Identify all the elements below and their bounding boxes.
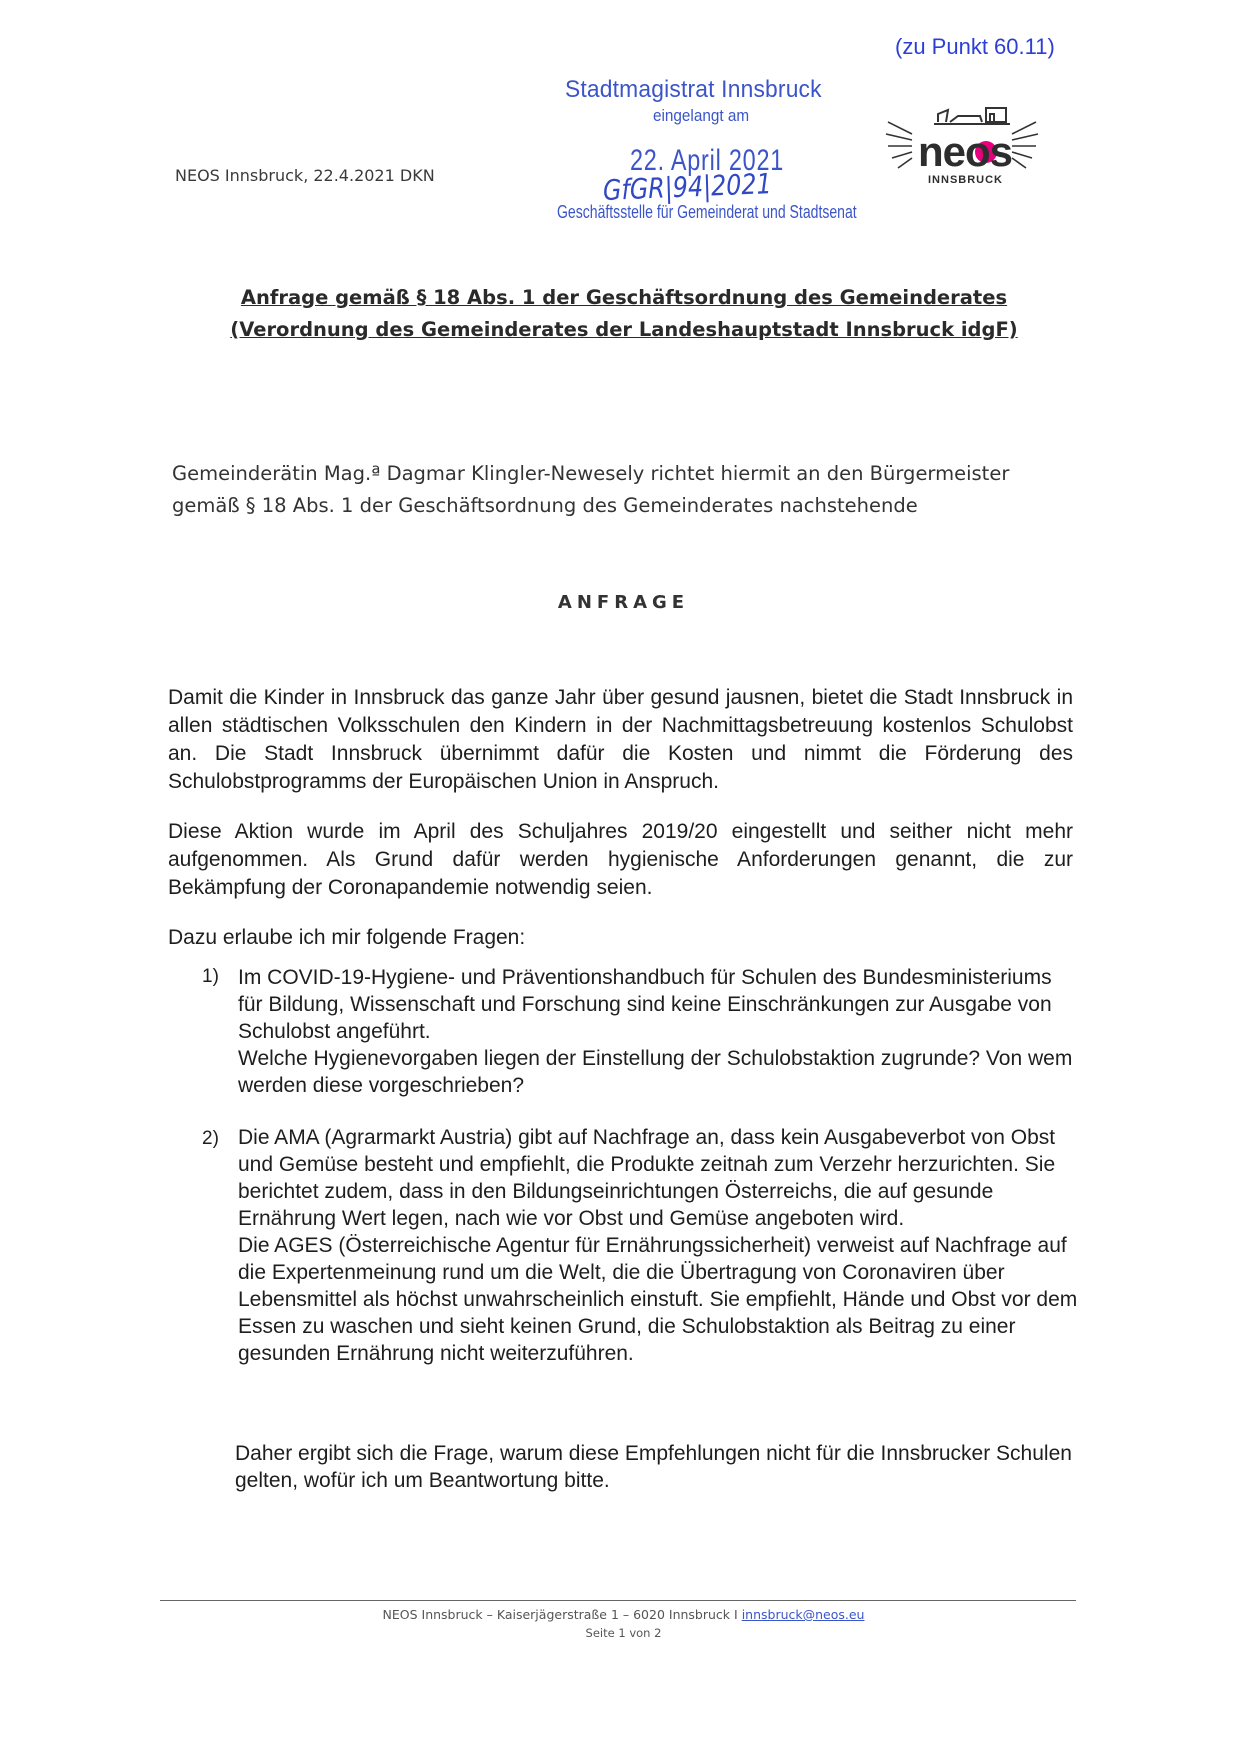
dateline: NEOS Innsbruck, 22.4.2021 DKN [175, 166, 435, 185]
paragraph-1: Damit die Kinder in Innsbruck das ganze Jahr über gesund jausnen, bietet die Stadt Innsbruck in allen städtischen Volksschulen den Kindern in der Nachmittagsbetreuung kostenlos Schulobst an. Die Stadt Innsbruck übernimmt dafür die Kosten und nimmt die Förderung des Schulobstprogramms der Europäischen Union in Anspruch. [168, 686, 1073, 793]
footer-address [0, 1607, 1247, 1622]
intro-line-1: Gemeinderätin Mag.ª Dagmar Klingler-Newesely richtet hiermit an den Bürgermeister [172, 462, 1010, 485]
document-title-line-1: Anfrage gemäß § 18 Abs. 1 der Geschäftsordnung des Gemeinderates [240, 286, 1008, 309]
received-stamp [545, 76, 855, 226]
section-heading: ANFRAGE [557, 592, 690, 613]
stamp-authority: Stadtmagistrat Innsbruck [565, 76, 822, 103]
intro-line-2: gemäß § 18 Abs. 1 der Geschäftsordnung des Gemeinderates nachstehende [172, 494, 918, 517]
document-title-line-2: (Verordnung des Gemeinderates der Landeshauptstadt Innsbruck idgF) [230, 318, 1018, 341]
neos-logo [882, 104, 1042, 190]
reference-note: (zu Punkt 60.11) [895, 34, 1055, 59]
stamp-date: 22. April 2021 [630, 144, 785, 177]
paragraph-2: Diese Aktion wurde im April des Schuljahres 2019/20 eingestellt und seither nicht mehr aufgenommen. Als Grund dafür werden hygienische Anforderungen genannt, die zur Bekämpfung der Coronapandemie notwendig seien. [168, 820, 1073, 899]
intro-text [172, 458, 1072, 522]
stamp-received-label: eingelangt am [653, 106, 750, 125]
question-1 [238, 964, 1078, 1099]
logo-wordmark-text: neos [918, 128, 1013, 175]
logo-wordmark [918, 128, 1012, 176]
footer-address-text: NEOS Innsbruck – Kaiserjägerstraße 1 – 6020 Innsbruck I [382, 1607, 742, 1622]
stamp-department: Geschäftsstelle für Gemeinderat und Stadtsenat [557, 202, 857, 222]
question-1-number: 1) [202, 966, 219, 987]
question-2 [238, 1124, 1078, 1367]
question-2-detail: Die AGES (Österreichische Agentur für Ernährungssicherheit) verweist auf Nachfrage auf die Expertenmeinung rund um die Welt, die die Übertragung von Coronaviren über Lebensmittel als höchst unwahrscheinlich einstuft. Sie empfiehlt, Hände und Obst vor dem Essen zu waschen und sieht keinen Grund, die Schulobstaktion als Beitrag zu einer gesunden Ernährung nicht weiterzuführen. [238, 1234, 1078, 1365]
footer-divider [160, 1600, 1076, 1601]
logo-subtitle: INNSBRUCK [928, 174, 1003, 186]
page-number: Seite 1 von 2 [585, 1626, 662, 1640]
stamp-handwritten-number: GfGR|94|2021 [602, 167, 773, 207]
question-2-number: 2) [202, 1128, 219, 1149]
footer-email-link[interactable]: innsbruck@neos.eu [741, 1607, 865, 1622]
question-1-context: Im COVID-19-Hygiene- und Präventionshandbuch für Schulen des Bundesministeriums für Bildung, Wissenschaft und Forschung sind keine Einschränkungen zur Ausgabe von Schulobst angeführt. [238, 966, 1052, 1043]
questions-lead: Dazu erlaube ich mir folgende Fragen: [168, 926, 526, 949]
question-1-question: Welche Hygienevorgaben liegen der Einstellung der Schulobstaktion zugrunde? Von wem werden diese vorgeschrieben? [238, 1047, 1073, 1097]
closing-paragraph: Daher ergibt sich die Frage, warum diese Empfehlungen nicht für die Innsbrucker Schulen gelten, wofür ich um Beantwortung bitte. [235, 1442, 1072, 1492]
question-2-context: Die AMA (Agrarmarkt Austria) gibt auf Nachfrage an, dass kein Ausgabeverbot von Obst und Gemüse besteht und empfiehlt, die Produkte zeitnah zum Verzehr herzurichten. Sie berichtet zudem, dass in den Bildungseinrichtungen Österreichs, die auf gesunde Ernährung Wert legen, nach wie vor Obst und Gemüse angeboten wird. [238, 1126, 1056, 1230]
